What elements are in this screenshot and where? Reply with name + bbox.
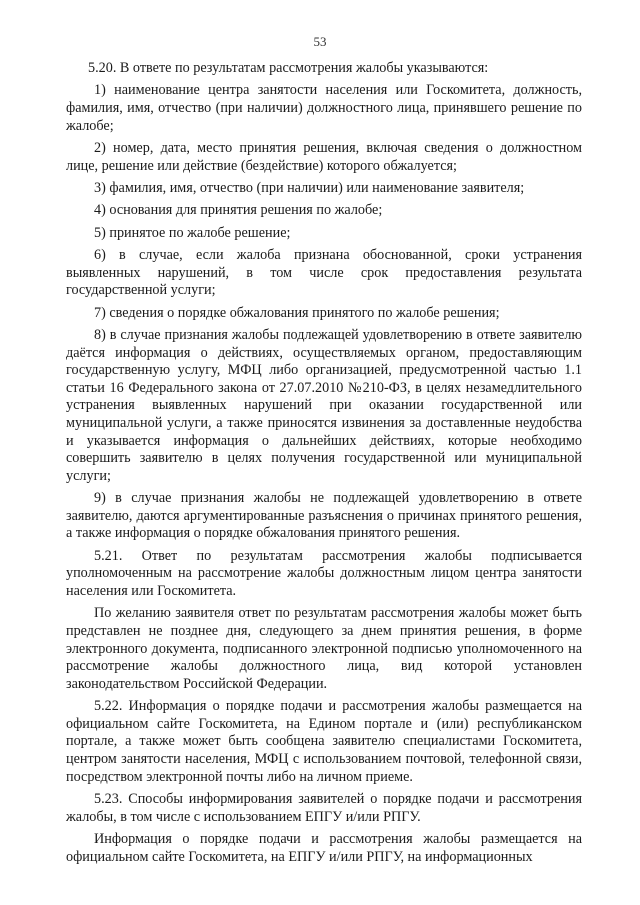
paragraph-5-20-heading: 5.20. В ответе по результатам рассмотрения жалобы указываются: [88, 60, 489, 76]
paragraph-item-5: 5) принятое по жалобе решение; [94, 224, 291, 241]
page-number: 53 [313, 34, 327, 49]
paragraph-5-21: 5.21. Ответ по результатам рассмотрения жалобы подписывается уполномоченным на рассмотрение жалобы должностным лицом центра занятости населения или Госкомитета. [66, 547, 582, 599]
document-body [66, 60, 582, 871]
paragraph-item-2: 2) номер, дата, место принятия решения, включая сведения о должностном лице, решение или действие (бездействие) которого обжалуется; [66, 139, 582, 174]
paragraph-5-23-info: Информация о порядке подачи и рассмотрения жалобы размещается на официальном сайте Госкомитета, на ЕПГУ и/или РПГУ, на информационных [66, 830, 582, 865]
paragraph-item-4: 4) основания для принятия решения по жалобе; [94, 202, 383, 219]
paragraph-5-22: 5.22. Информация о порядке подачи и рассмотрения жалобы размещается на официальном сайте Госкомитета, на Едином портале и (или) республиканском портале, а также может быть сообщена заявителю специалистами Госкомитета, центром занятости населения, МФЦ с использованием почтовой, телефонной связи, посредством электронной почты либо на личном приеме. [66, 698, 582, 785]
paragraph-item-7: 7) сведения о порядке обжалования принятого по жалобе решения; [94, 304, 500, 321]
paragraph-item-9: 9) в случае признания жалобы не подлежащей удовлетворению в ответе заявителю, даются аргументированные разъяснения о причинах принятого решения, а также информация о порядке обжалования принятого решения. [66, 490, 582, 542]
paragraph-item-3: 3) фамилия, имя, отчество (при наличии) или наименование заявителя; [94, 179, 525, 196]
paragraph-5-21-electronic: По желанию заявителя ответ по результатам рассмотрения жалобы может быть представлен не позднее дня, следующего за днем принятия решения, в форме электронного документа, подписанного электронной подписью уполномоченного на рассмотрение жалобы должностного лица, вид которой установлен законодательством Российской Федерации. [66, 605, 582, 692]
paragraph-5-23: 5.23. Способы информирования заявителей о порядке подачи и рассмотрения жалобы, в том числе с использованием ЕПГУ и/или РПГУ. [66, 790, 582, 825]
paragraph-item-6: 6) в случае, если жалоба признана обоснованной, сроки устранения выявленных нарушений, в том числе срок предоставления результата государственной услуги; [66, 247, 582, 299]
paragraph-item-1: 1) наименование центра занятости населения или Госкомитета, должность, фамилия, имя, отчество (при наличии) должностного лица, принявшего решение по жалобе; [66, 82, 582, 134]
paragraph-item-8: 8) в случае признания жалобы подлежащей удовлетворению в ответе заявителю даётся информация о действиях, осуществляемых органом, предоставляющим государственную услугу, МФЦ либо организацией, предусмотренной частью 1.1 статьи 16 Федерального закона от 27.07.2010 №210-ФЗ, в целях незамедлительного устранения выявленных нарушений при оказании государственной или муниципальной услуги, а также приносятся извинения за доставленные неудобства и указывается информация о дальнейших действиях, которые необходимо совершить заявителю в целях получения государственной или муниципальной услуги; [66, 327, 582, 484]
